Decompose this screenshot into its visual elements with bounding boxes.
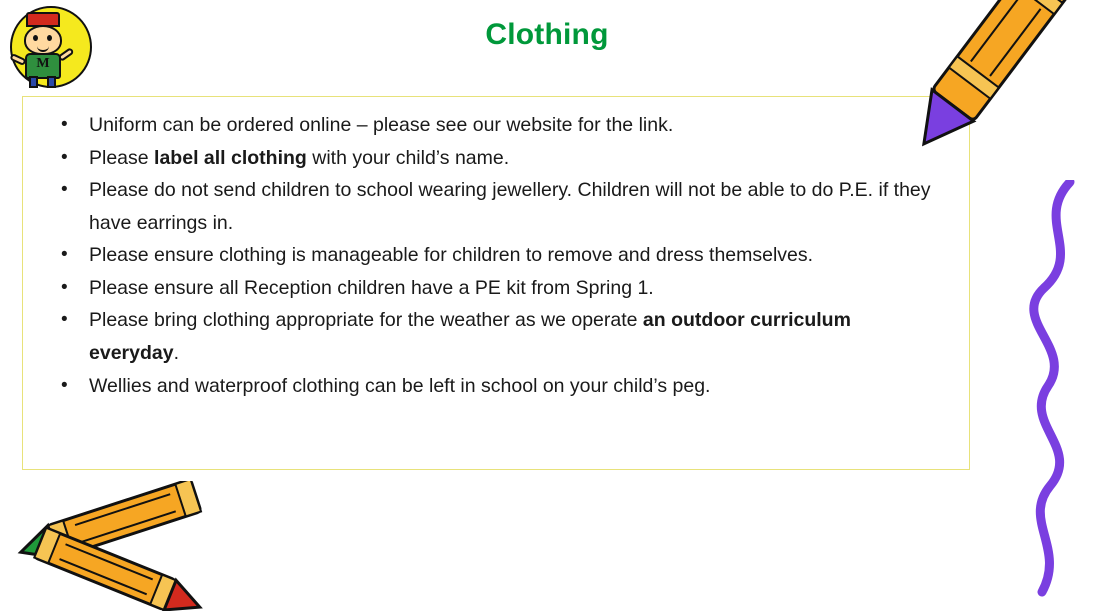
- list-item-text: Wellies and waterproof clothing can be left in school on your child’s peg.: [89, 374, 711, 397]
- list-item-text: .: [173, 341, 179, 364]
- list-item: [53, 142, 943, 175]
- list-item-text: Please: [89, 146, 155, 169]
- list-item: [53, 304, 943, 369]
- purple-squiggle-line-icon: [1004, 180, 1094, 600]
- list-item-text: Please bring clothing appropriate for the weather as we operate: [89, 309, 643, 332]
- bullet-list: [23, 97, 969, 402]
- eye-right-icon: [47, 35, 52, 41]
- list-item: [53, 239, 943, 272]
- school-mascot-badge: [4, 4, 108, 88]
- leg-left-icon: [29, 76, 38, 88]
- list-item-text: Please do not send children to school wearing jewellery. Children will not be able to do P.E. if they have earrings in.: [89, 179, 931, 234]
- crayons-bottom-left-icon: [0, 481, 230, 611]
- page-title: Clothing: [485, 18, 609, 51]
- list-item: [53, 370, 943, 403]
- eye-left-icon: [33, 35, 38, 41]
- list-item-text: Please ensure clothing is manageable for children to remove and dress themselves.: [89, 244, 814, 267]
- content-box: [22, 96, 970, 470]
- list-item: [53, 272, 943, 305]
- list-item-text: Please ensure all Reception children have a PE kit from Spring 1.: [89, 276, 654, 299]
- list-item-text: Uniform can be ordered online – please see our website for the link.: [89, 114, 674, 136]
- list-item-text-emphasis: an outdoor curriculum everyday: [89, 309, 851, 364]
- list-item-text: with your child’s name.: [306, 146, 510, 169]
- leg-right-icon: [47, 76, 56, 88]
- badge-letter: M: [36, 56, 50, 71]
- list-item: [53, 174, 943, 239]
- list-item: [53, 109, 943, 142]
- list-item-text-emphasis: label all clothing: [154, 146, 307, 169]
